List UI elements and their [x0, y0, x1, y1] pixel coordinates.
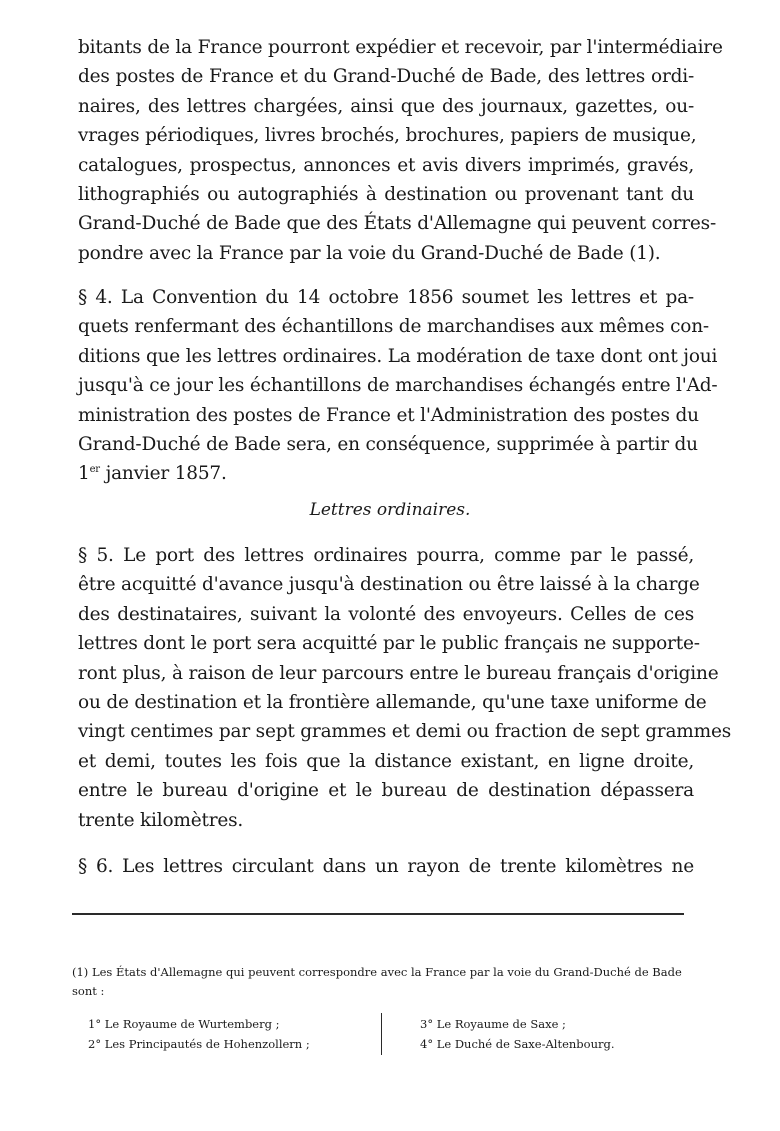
text-line: quets renfermant des échantillons de marchandises aux mêmes con- [78, 316, 709, 338]
text-line: catalogues, prospectus, annonces et avis divers imprimés, gravés, [78, 154, 694, 176]
date-day: 1 [78, 463, 90, 485]
text-line: trente kilomètres. [78, 809, 244, 831]
text-line: naires, des lettres chargées, ainsi que des journaux, gazettes, ou- [78, 95, 694, 117]
text-line: jusqu'à ce jour les échantillons de marchandises échangés entre l'Ad- [78, 375, 718, 397]
text-line: lettres dont le port sera acquitté par le public français ne supporte- [78, 633, 700, 655]
text-line: § 6. Les lettres circulant dans un rayon de trente kilomètres ne [78, 856, 694, 877]
text-line: entre le bureau d'origine et le bureau de destination dépassera [78, 780, 694, 802]
text-line: ministration des postes de France et l'Administration des postes du [78, 404, 699, 426]
text-line: ront plus, à raison de leur parcours entre le bureau français d'origine [78, 662, 719, 684]
text-line: § 5. Le port des lettres ordinaires pourra, comme par le passé, [78, 545, 694, 566]
paragraph-section-6 [78, 852, 694, 881]
footnote-item: 1° Le Royaume de Wurtemberg ; [88, 1017, 280, 1031]
paragraph-intro [78, 33, 723, 268]
date-rest: janvier 1857. [99, 463, 227, 485]
text-line: ou de destination et la frontière allemande, qu'une taxe uniforme de [78, 692, 707, 714]
footnote-text: (1) Les États d'Allemagne qui peuvent correspondre avec la France par la voie du Grand-Duché de Bade sont : [72, 965, 682, 998]
text-line: ditions que les lettres ordinaires. La modération de taxe dont ont joui [78, 345, 718, 367]
footnote-item: 3° Le Royaume de Saxe ; [420, 1017, 566, 1031]
footnote-item: 4° Le Duché de Saxe-Altenbourg. [420, 1037, 615, 1051]
text-line: bitants de la France pourront expédier et recevoir, par l'intermédiaire [78, 37, 723, 58]
column-separator [381, 1013, 382, 1055]
text-line: vrages périodiques, livres brochés, brochures, papiers de musique, [78, 125, 697, 147]
text-line: des postes de France et du Grand-Duché de Bade, des lettres ordi- [78, 66, 694, 88]
footnote-list-right [420, 1014, 615, 1054]
footnote-list-left [88, 1014, 310, 1054]
paragraph-section-4 [78, 283, 718, 489]
text-line: Grand-Duché de Bade que des États d'Allemagne qui peuvent corres- [78, 213, 717, 235]
footnote-item: 2° Les Principautés de Hohenzollern ; [88, 1037, 310, 1051]
text-line: § 4. La Convention du 14 octobre 1856 soumet les lettres et pa- [78, 287, 694, 308]
text-line: pondre avec la France par la voie du Grand-Duché de Bade (1). [78, 242, 661, 264]
footnote-divider [72, 913, 684, 915]
text-line: vingt centimes par sept grammes et demi ou fraction de sept grammes [78, 721, 732, 743]
text-line: et demi, toutes les fois que la distance existant, en ligne droite, [78, 750, 694, 772]
text-line: lithographiés ou autographiés à destination ou provenant tant du [78, 184, 694, 206]
text-line: être acquitté d'avance jusqu'à destination ou être laissé à la charge [78, 574, 700, 596]
text-line [78, 459, 694, 488]
text-line: Grand-Duché de Bade sera, en conséquence, supprimée à partir du [78, 434, 698, 456]
section-heading: Lettres ordinaires. [309, 500, 471, 520]
text-line: des destinataires, suivant la volonté des envoyeurs. Celles de ces [78, 603, 694, 625]
ordinal-suffix: er [89, 464, 100, 476]
paragraph-section-5 [78, 541, 732, 835]
